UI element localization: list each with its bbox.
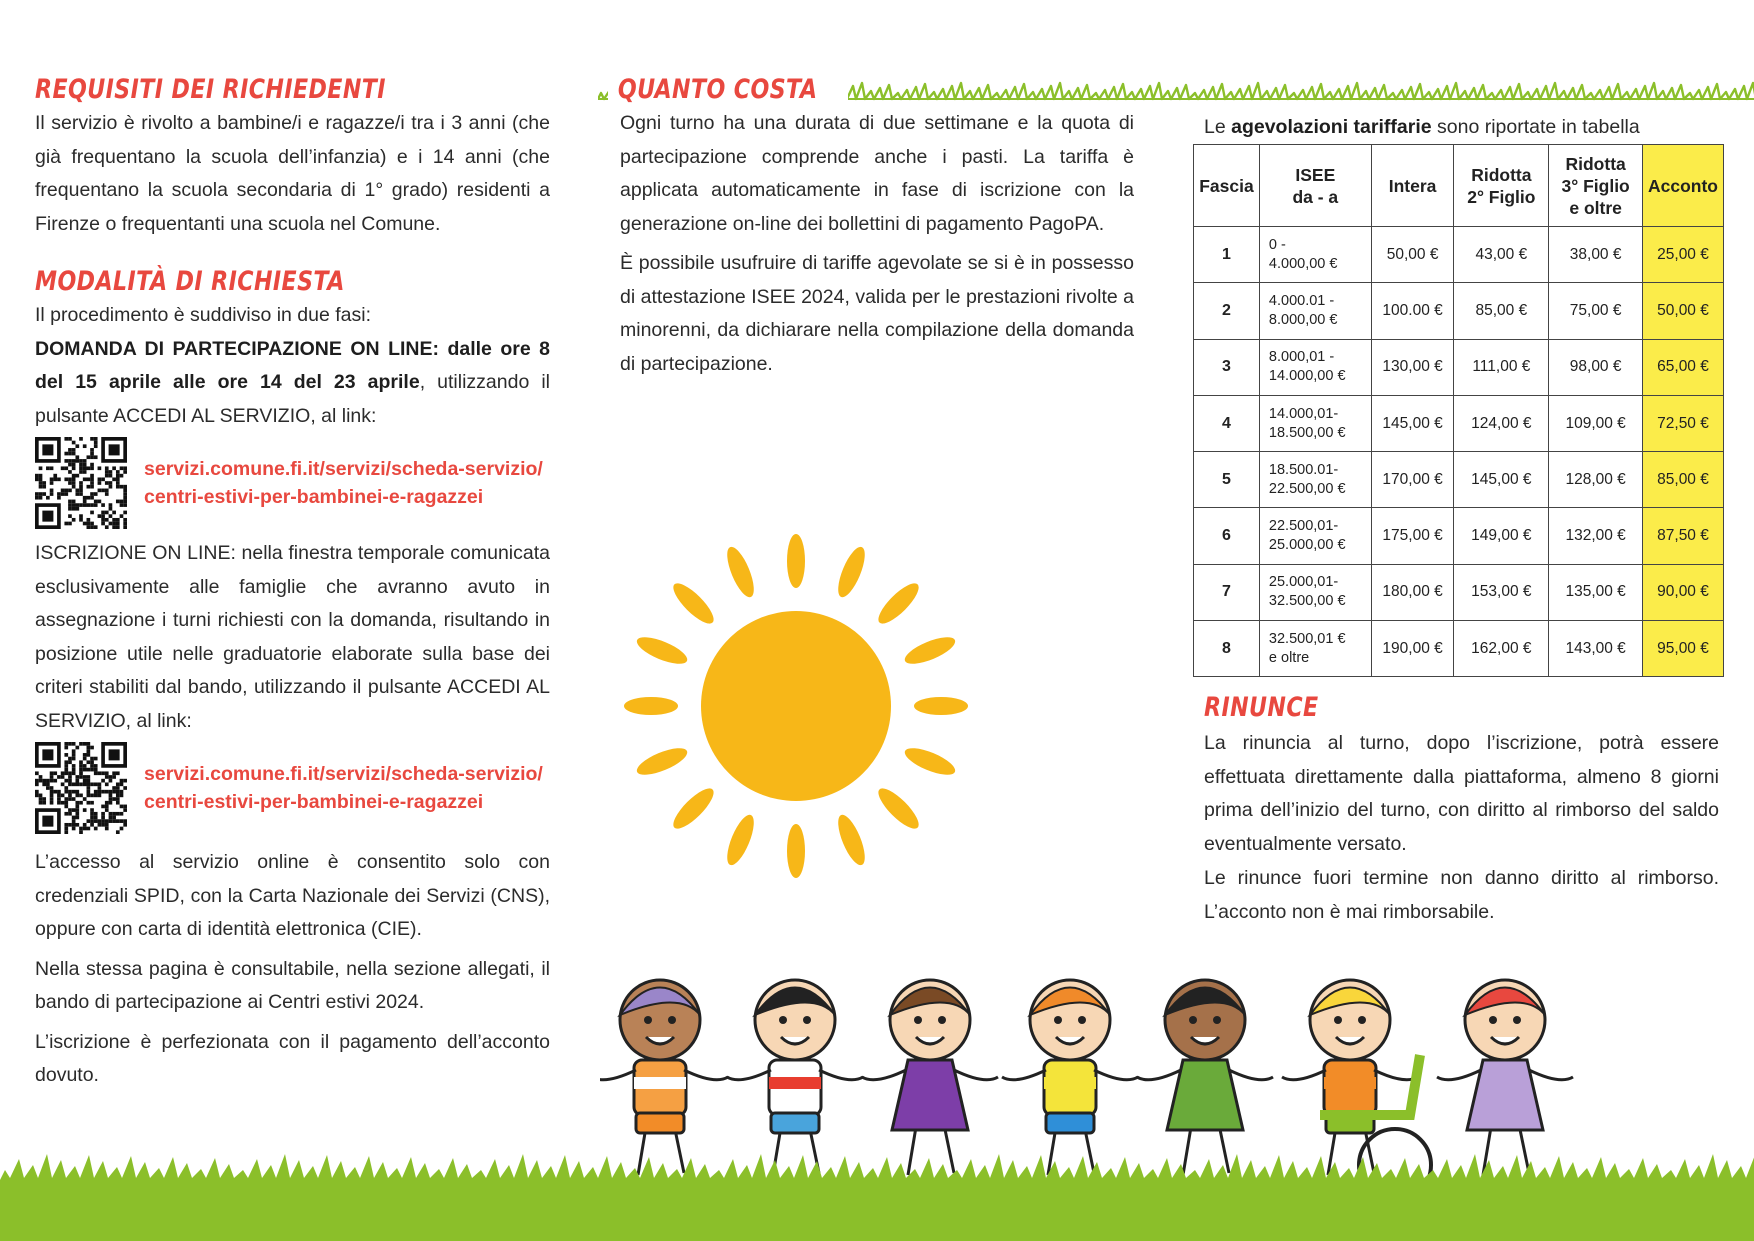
grass-ground xyxy=(0,1150,1754,1241)
servizio-link-domanda[interactable] xyxy=(144,455,543,511)
table-cell xyxy=(1643,283,1724,339)
qr-row-domanda xyxy=(35,437,550,529)
header-rid3-2: 3° Figlio xyxy=(1561,175,1630,196)
table-cell xyxy=(1549,227,1643,283)
quanto-p1: Ogni turno ha una durata di due settimane e la quota di partecipazione comprende anche i pasti. La tariffa è applicata automaticamente in fase di iscrizione con la generazione on-line dei bollettini di pagamento PagoPA. xyxy=(620,112,1134,235)
table-cell xyxy=(1454,564,1549,620)
table-cell xyxy=(1549,621,1643,677)
table-cell xyxy=(1259,621,1371,677)
accesso-paragraph: L’accesso al servizio online è consentito solo con credenziali SPID, con la Carta Nazionale dei Servizi (CNS), oppure con carta di identità elettronica (CIE). xyxy=(35,851,550,940)
table-cell xyxy=(1454,508,1549,564)
intro-bold: agevolazioni tariffarie xyxy=(1231,116,1432,138)
cell-isee-from: 4.000.01 - xyxy=(1268,292,1335,309)
cell-acconto: 50,00 € xyxy=(1657,301,1709,319)
requisiti-heading: REQUISITI DEI RICHIEDENTI xyxy=(35,74,386,105)
cell-isee-from: 25.000,01- xyxy=(1268,574,1339,591)
table-cell xyxy=(1549,508,1643,564)
table-cell xyxy=(1194,564,1260,620)
table-cell xyxy=(1259,395,1371,451)
cell-isee-from: 32.500,01 € xyxy=(1268,630,1346,647)
table-cell xyxy=(1643,339,1724,395)
table-cell xyxy=(1259,508,1371,564)
header-rid3-3: e oltre xyxy=(1569,197,1622,218)
table-cell xyxy=(1454,395,1549,451)
cell-ridotta-2: 153,00 € xyxy=(1471,583,1532,601)
table-cell xyxy=(1371,508,1454,564)
modalita-intro: Il procedimento è suddiviso in due fasi: xyxy=(35,304,372,326)
cell-intera: 145,00 € xyxy=(1382,414,1443,432)
table-cell xyxy=(1549,283,1643,339)
table-cell xyxy=(1371,339,1454,395)
header-rid2-2: 2° Figlio xyxy=(1467,186,1536,207)
domanda-label: DOMANDA DI PARTECIPAZIONE ON LINE xyxy=(35,337,433,360)
cell-isee-to: e oltre xyxy=(1268,649,1310,666)
rinunce-p1: La rinuncia al turno, dopo l’iscrizione, potrà essere effettuata direttamente dalla piattaforma, almeno 8 giorni prima dell’inizio del turno, con diritto al rimborso del saldo eventualmente versato. xyxy=(1204,732,1719,855)
header-rid3-1: Ridotta xyxy=(1565,153,1626,174)
header-ridotta-2 xyxy=(1454,145,1549,227)
cell-ridotta-3: 109,00 € xyxy=(1565,414,1626,432)
cell-isee-from: 14.000,01- xyxy=(1268,405,1339,422)
table-cell xyxy=(1549,339,1643,395)
table-cell xyxy=(1549,564,1643,620)
cell-ridotta-2: 111,00 € xyxy=(1472,358,1531,376)
cell-acconto: 85,00 € xyxy=(1657,470,1709,488)
tariff-table xyxy=(1193,144,1724,677)
quanto-p2: È possibile usufruire di tariffe agevolate se si è in possesso di attestazione ISEE 2024, valida per le prestazioni rivolte a minorenni, da dichiarare nella compilazione della domanda di partecipazione. xyxy=(620,252,1134,375)
requisiti-text: Il servizio è rivolto a bambine/i e ragazze/i tra i 3 anni (che già frequentano la scuola dell’infanzia) e i 14 anni (che frequentano la scuola secondaria di 1° grado) residenti a Firenze o frequentanti una scuola nel Comune. xyxy=(35,112,550,235)
right-column xyxy=(1199,0,1719,929)
table-cell xyxy=(1643,621,1724,677)
cell-ridotta-2: 162,00 € xyxy=(1471,639,1532,657)
cell-ridotta-3: 128,00 € xyxy=(1565,470,1626,488)
cell-isee-to: 4.000,00 € xyxy=(1268,255,1338,272)
cell-ridotta-2: 124,00 € xyxy=(1471,414,1532,432)
header-acconto: Acconto xyxy=(1643,145,1724,227)
table-cell xyxy=(1194,227,1260,283)
cell-ridotta-2: 43,00 € xyxy=(1475,245,1528,263)
table-cell xyxy=(1643,564,1724,620)
domanda-paragraph xyxy=(35,333,550,434)
header-isee xyxy=(1259,145,1371,227)
cell-intera: 190,00 € xyxy=(1382,639,1443,657)
table-cell xyxy=(1194,283,1260,339)
header-ridotta-3 xyxy=(1549,145,1643,227)
cell-fascia: 4 xyxy=(1222,414,1231,432)
cell-isee-to: 32.500,00 € xyxy=(1268,593,1346,610)
cell-fascia: 2 xyxy=(1222,301,1231,319)
middle-column xyxy=(617,0,1134,381)
cell-ridotta-3: 132,00 € xyxy=(1565,527,1626,545)
table-cell xyxy=(1371,283,1454,339)
cell-isee-from: 0 - xyxy=(1268,236,1286,253)
cell-ridotta-3: 75,00 € xyxy=(1569,301,1622,319)
cell-acconto: 90,00 € xyxy=(1657,583,1709,601)
cell-ridotta-3: 98,00 € xyxy=(1569,358,1622,376)
tabella-intro xyxy=(1204,111,1719,144)
cell-isee-from: 18.500.01- xyxy=(1268,461,1339,478)
cell-fascia: 5 xyxy=(1222,470,1231,488)
table-cell xyxy=(1454,283,1549,339)
cell-acconto: 65,00 € xyxy=(1657,358,1709,376)
table-header-row xyxy=(1194,145,1724,227)
cell-isee-from: 8.000,01 - xyxy=(1268,349,1335,366)
cell-fascia: 6 xyxy=(1222,527,1231,545)
cell-ridotta-2: 85,00 € xyxy=(1475,301,1528,319)
cell-intera: 175,00 € xyxy=(1382,527,1443,545)
cell-intera: 130,00 € xyxy=(1382,358,1443,376)
cell-isee-to: 22.500,00 € xyxy=(1268,480,1346,497)
left-column xyxy=(35,0,550,1093)
table-cell xyxy=(1549,395,1643,451)
table-cell xyxy=(1549,452,1643,508)
cell-ridotta-3: 143,00 € xyxy=(1565,639,1626,657)
cell-isee-to: 8.000,00 € xyxy=(1268,311,1338,328)
intro-post: sono riportate in tabella xyxy=(1431,116,1640,138)
perfezionata-paragraph: L’iscrizione è perfezionata con il pagamento dell’acconto dovuto. xyxy=(35,1030,550,1086)
qr-code-icon xyxy=(35,742,127,834)
table-cell xyxy=(1371,621,1454,677)
table-cell xyxy=(1259,564,1371,620)
intro-pre: Le xyxy=(1204,116,1232,138)
cell-ridotta-3: 38,00 € xyxy=(1569,245,1622,263)
table-cell xyxy=(1371,564,1454,620)
table-cell xyxy=(1454,621,1549,677)
table-cell xyxy=(1194,621,1260,677)
table-cell xyxy=(1194,395,1260,451)
table-cell xyxy=(1643,227,1724,283)
table-cell xyxy=(1259,452,1371,508)
cell-ridotta-2: 145,00 € xyxy=(1471,470,1532,488)
cell-isee-to: 14.000,00 € xyxy=(1268,368,1346,385)
iscrizione-label: ISCRIZIONE ON LINE xyxy=(35,542,231,564)
qr-row-iscrizione xyxy=(35,742,550,834)
cell-fascia: 1 xyxy=(1222,245,1231,263)
sun-icon xyxy=(618,528,974,884)
servizio-link-iscrizione[interactable] xyxy=(144,760,543,816)
cell-fascia: 8 xyxy=(1222,639,1231,657)
header-fascia: Fascia xyxy=(1194,145,1260,227)
header-isee-2: da - a xyxy=(1292,186,1339,207)
table-cell xyxy=(1643,452,1724,508)
pagina-paragraph: Nella stessa pagina è consultabile, nella sezione allegati, il bando di partecipazione ai Centri estivi 2024. xyxy=(35,957,550,1013)
cell-ridotta-2: 149,00 € xyxy=(1471,527,1532,545)
table-cell xyxy=(1259,283,1371,339)
cell-intera: 170,00 € xyxy=(1382,470,1443,488)
table-cell xyxy=(1643,508,1724,564)
cell-isee-to: 25.000,00 € xyxy=(1268,537,1346,554)
link-suffix: , al link: xyxy=(310,404,377,427)
table-cell xyxy=(1194,339,1260,395)
link-line1: servizi.comune.fi.it/servizi/scheda-servizio/ xyxy=(144,763,543,785)
table-cell xyxy=(1371,395,1454,451)
cell-isee-from: 22.500,01- xyxy=(1268,518,1339,535)
domanda-dates: : dalle ore 8 del 15 aprile alle ore 14 del 23 aprile xyxy=(35,337,551,393)
table-row xyxy=(1194,564,1724,620)
cell-fascia: 7 xyxy=(1222,583,1231,601)
table-cell xyxy=(1454,339,1549,395)
table-row xyxy=(1194,508,1724,564)
quanto-heading: QUANTO COSTA xyxy=(608,73,827,107)
table-row xyxy=(1194,283,1724,339)
cell-acconto: 95,00 € xyxy=(1657,639,1709,657)
link-suffix-2: , al link: xyxy=(125,709,192,732)
table-cell xyxy=(1194,508,1260,564)
table-cell xyxy=(1259,227,1371,283)
cell-isee-to: 18.500,00 € xyxy=(1268,424,1346,441)
cell-intera: 180,00 € xyxy=(1382,583,1443,601)
cell-intera: 100.00 € xyxy=(1382,301,1443,319)
table-cell xyxy=(1643,395,1724,451)
table-cell xyxy=(1454,452,1549,508)
table-cell xyxy=(1194,452,1260,508)
table-row xyxy=(1194,227,1724,283)
header-intera: Intera xyxy=(1371,145,1454,227)
modalita-heading: MODALITÀ DI RICHIESTA xyxy=(35,266,345,297)
rinunce-p2: Le rinunce fuori termine non danno diritto al rimborso. L’acconto non è mai rimborsabile. xyxy=(1204,867,1719,923)
table-row xyxy=(1194,621,1724,677)
link-line1: servizi.comune.fi.it/servizi/scheda-servizio/ xyxy=(144,458,543,480)
table-row xyxy=(1194,339,1724,395)
accedi-button-label: ACCEDI AL SERVIZIO xyxy=(113,404,311,427)
cell-ridotta-3: 135,00 € xyxy=(1565,583,1626,601)
cell-acconto: 87,50 € xyxy=(1657,527,1709,545)
header-isee-1: ISEE xyxy=(1295,164,1336,185)
cell-intera: 50,00 € xyxy=(1386,245,1439,263)
cell-acconto: 25,00 € xyxy=(1657,245,1709,263)
iscrizione-paragraph xyxy=(35,537,550,738)
qr-code-icon xyxy=(35,437,127,529)
rinunce-heading: RINUNCE xyxy=(1204,692,1319,724)
link-line2: centri-estivi-per-bambinei-e-ragazzei xyxy=(144,486,484,508)
table-cell xyxy=(1371,452,1454,508)
domanda-rest: , utilizzando il pulsante xyxy=(35,371,550,427)
table-row xyxy=(1194,452,1724,508)
iscrizione-text: : nella finestra temporale comunicata esclusivamente alle famiglie che avranno avuto in assegnazione i turni richiesti con la domanda, risultando in posizione utile nelle graduatorie elaborate sulla base dei criteri stabiliti dal bando, utilizzando il pulsante xyxy=(35,542,550,698)
accedi-button-label-2: ACCEDI AL SERVIZIO xyxy=(35,676,551,732)
header-rid2-1: Ridotta xyxy=(1471,164,1532,185)
cell-acconto: 72,50 € xyxy=(1657,414,1709,432)
cell-fascia: 3 xyxy=(1222,358,1231,376)
table-cell xyxy=(1371,227,1454,283)
link-line2: centri-estivi-per-bambinei-e-ragazzei xyxy=(144,791,484,813)
table-cell xyxy=(1454,227,1549,283)
table-cell xyxy=(1259,339,1371,395)
table-row xyxy=(1194,395,1724,451)
